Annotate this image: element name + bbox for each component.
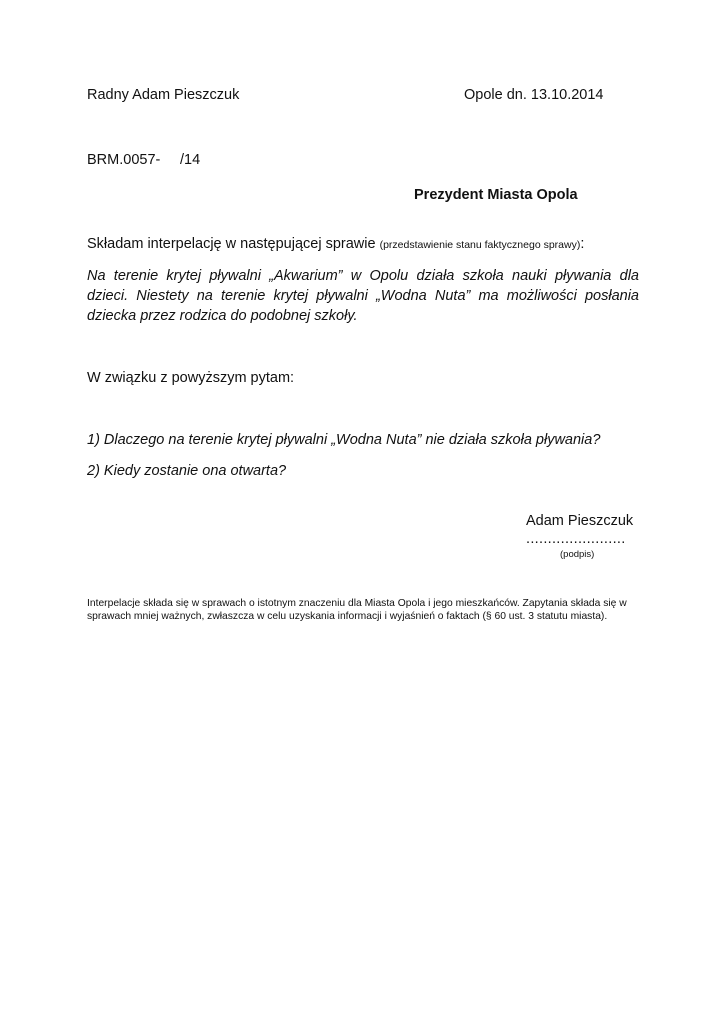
body-line: Na terenie krytej pływalni „Akwarium” w Opolu działa szkoła nauki pływania dla — [87, 268, 639, 284]
body-line: dzieci. Niestety na terenie krytej pływalni „Wodna Nuta” ma możliwości posłania — [87, 288, 639, 304]
signature-dots: ....................... — [526, 531, 626, 547]
signature-label: (podpis) — [560, 549, 595, 560]
question-item: 1) Dlaczego na terenie krytej pływalni „Wodna Nuta” nie działa szkoła pływania? — [87, 432, 601, 448]
reference-code: BRM.0057- — [87, 152, 161, 168]
question-intro: W związku z powyższym pytam: — [87, 370, 295, 386]
author-line: Radny Adam Pieszczuk — [87, 87, 240, 103]
intro-line — [87, 236, 584, 252]
intro-main: Składam interpelację w następującej sprawie — [87, 236, 376, 252]
intro-note: (przedstawienie stanu faktycznego sprawy) — [379, 239, 581, 251]
interpellation-body — [87, 266, 639, 326]
recipient: Prezydent Miasta Opola — [414, 187, 578, 203]
signature-name: Adam Pieszczuk — [526, 513, 634, 529]
question-item: 2) Kiedy zostanie ona otwarta? — [87, 463, 287, 479]
body-line: dziecka przez rodzica do podobnej szkoły. — [87, 308, 358, 324]
reference-number: /14 — [180, 152, 201, 168]
intro-colon: : — [580, 236, 585, 252]
place-date: Opole dn. 13.10.2014 — [464, 87, 604, 103]
footnote: Interpelacje składa się w sprawach o istotnym znaczeniu dla Miasta Opola i jego mieszkańców. Zapytania składa się w sprawach mniej ważnych, zwłaszcza w celu uzyskania informacji i wyjaśnień o faktach (§ 60 ust. 3 statutu miasta). — [87, 598, 627, 622]
